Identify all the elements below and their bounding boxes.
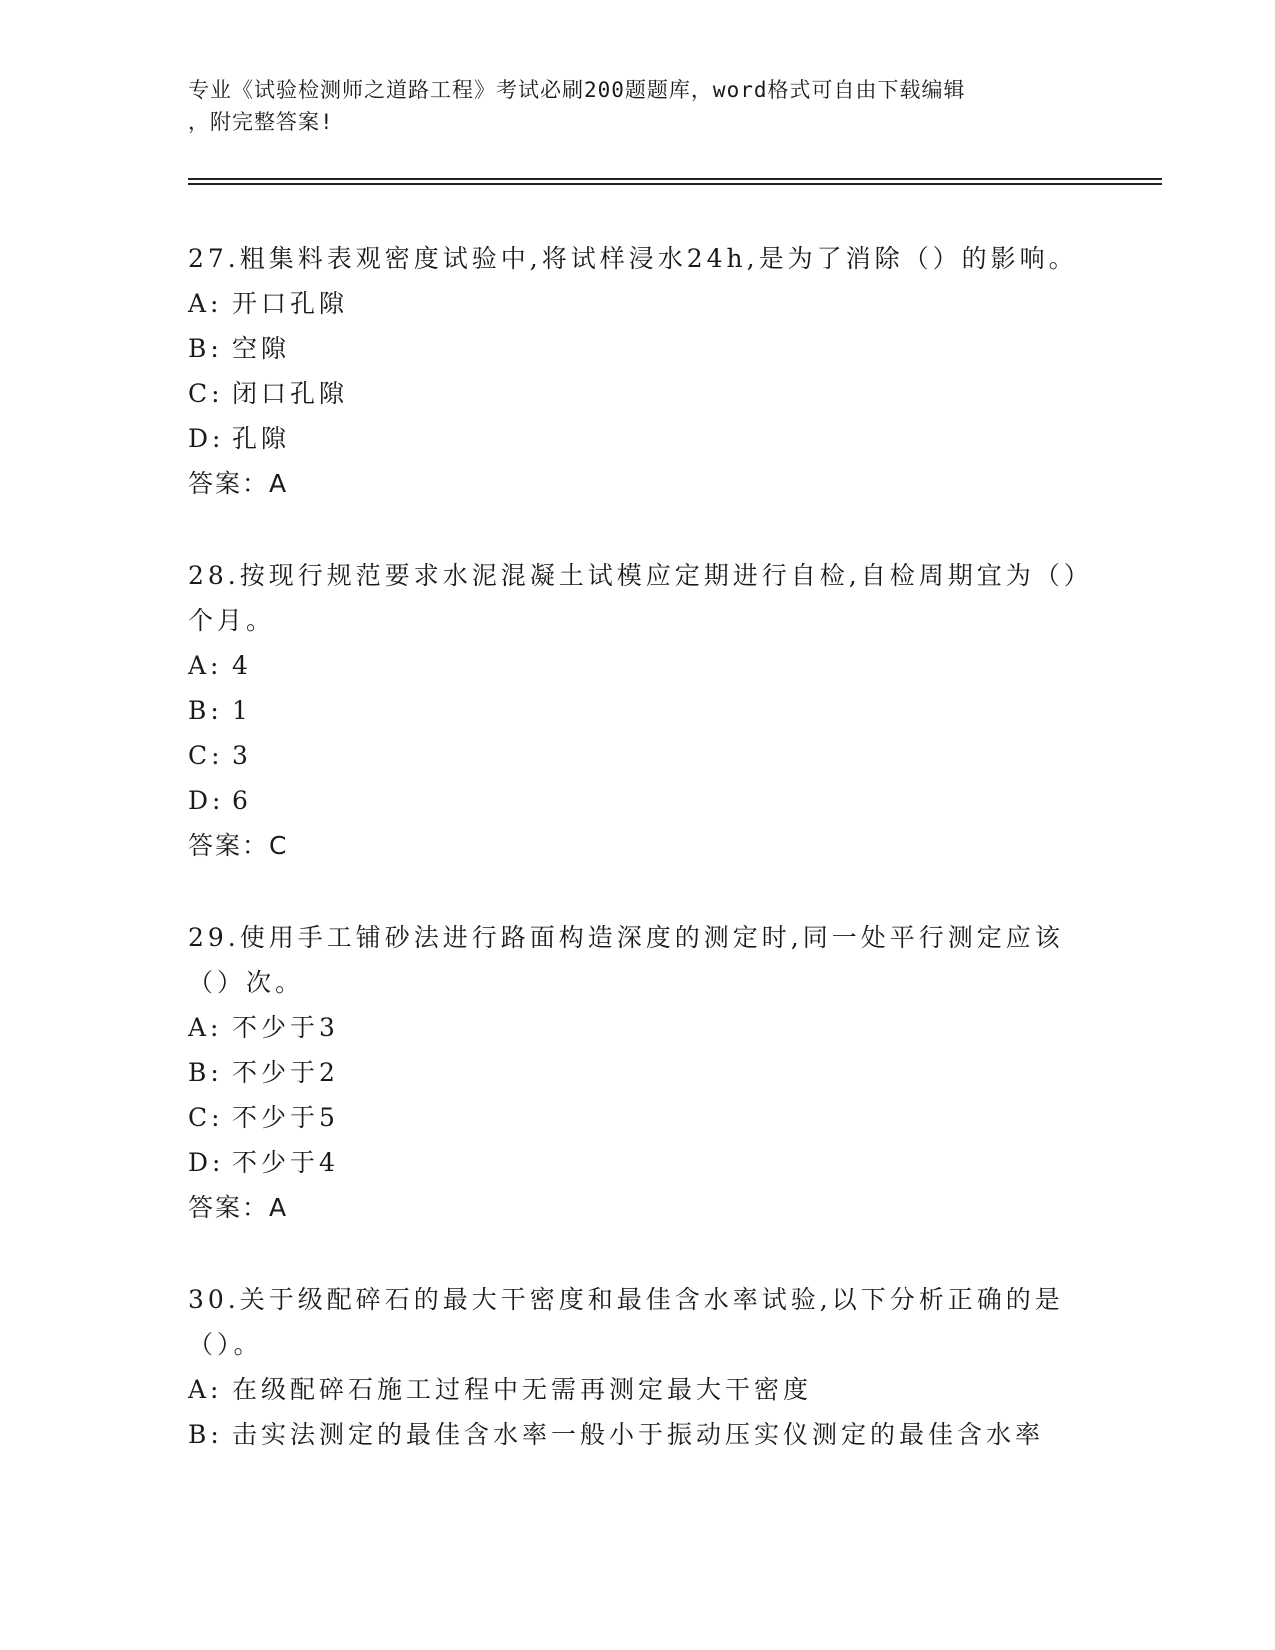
option-a [188,1005,1088,1050]
option-letter: D: [188,786,225,815]
question-27 [188,236,1088,506]
option-letter: D: [188,1148,225,1177]
option-d [188,778,1088,823]
option-text: 不少于2 [232,1058,339,1087]
option-text: 不少于3 [232,1013,339,1042]
option-letter: B: [188,696,223,725]
option-letter: D: [188,424,225,453]
answer-line: 答案：C [188,831,289,860]
option-text: 3 [232,741,252,770]
option-b [188,326,1088,371]
option-letter: A: [188,1375,223,1404]
option-b [188,1050,1088,1095]
option-text: 击实法测定的最佳含水率一般小于振动压实仪测定的最佳含水率 [232,1420,1045,1449]
answer-line: 答案：A [188,1193,289,1222]
option-b [188,1412,1088,1457]
option-text: 6 [232,786,252,815]
header-divider-bottom [188,183,1162,185]
option-text: 孔隙 [232,424,291,453]
question-28 [188,553,1088,868]
question-list [188,236,1088,1504]
option-letter: A: [188,1013,223,1042]
header-line-1: 专业《试验检测师之道路工程》考试必刷200题题库，word格式可自由下载编辑 [188,78,966,102]
page-header [188,74,1088,138]
option-text: 闭口孔隙 [232,379,349,408]
option-text: 不少于4 [232,1148,339,1177]
option-letter: C: [188,1103,224,1132]
option-a [188,281,1088,326]
option-letter: A: [188,651,223,680]
question-text: 30.关于级配碎石的最大干密度和最佳含水率试验,以下分析正确的是（）。 [188,1285,1064,1359]
answer-line: 答案：A [188,469,289,498]
option-c [188,371,1088,416]
option-text: 1 [232,696,252,725]
option-c [188,1095,1088,1140]
question-text: 27.粗集料表观密度试验中,将试样浸水24h,是为了消除（）的影响。 [188,244,1078,273]
option-c [188,733,1088,778]
option-letter: B: [188,1058,223,1087]
option-b [188,688,1088,733]
option-letter: A: [188,289,223,318]
option-text: 不少于5 [232,1103,339,1132]
option-letter: C: [188,379,224,408]
question-29 [188,915,1088,1230]
option-d [188,1140,1088,1185]
option-text: 4 [232,651,252,680]
option-d [188,416,1088,461]
option-text: 开口孔隙 [232,289,349,318]
question-text: 29.使用手工铺砂法进行路面构造深度的测定时,同一处平行测定应该（）次。 [188,923,1064,997]
option-letter: C: [188,741,224,770]
header-divider-top [188,178,1162,180]
question-30 [188,1277,1088,1457]
option-letter: B: [188,1420,223,1449]
option-text: 空隙 [232,334,291,363]
option-a [188,643,1088,688]
option-letter: B: [188,334,223,363]
question-text: 28.按现行规范要求水泥混凝土试模应定期进行自检,自检周期宜为（）个月。 [188,561,1081,635]
header-line-2: ，附完整答案! [188,110,334,134]
option-text: 在级配碎石施工过程中无需再测定最大干密度 [232,1375,813,1404]
option-a [188,1367,1088,1412]
